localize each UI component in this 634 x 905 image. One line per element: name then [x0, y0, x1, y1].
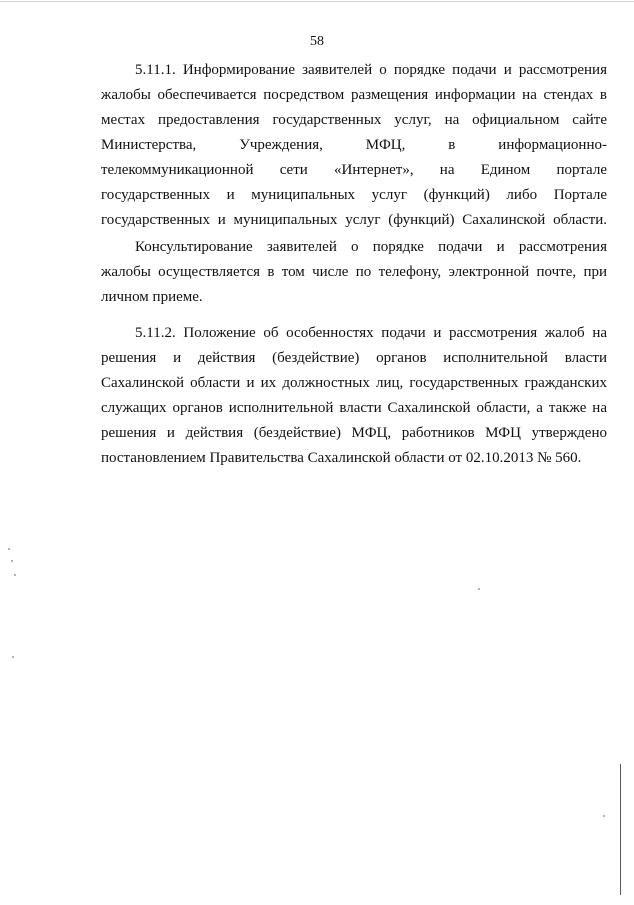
text-line: Сахалинской области и их должностных лиц, государственных гражданских: [101, 375, 607, 391]
paragraph-5-11-1: [101, 58, 607, 233]
text-line: личном приеме.: [101, 289, 203, 305]
text-line: постановлением Правительства Сахалинской области от 02.10.2013 № 560.: [101, 450, 582, 466]
paragraph-consultation: [101, 235, 607, 310]
scan-speck: [11, 560, 13, 562]
text-line: Министерства, Учреждения, МФЦ, в информационно-: [101, 137, 607, 153]
scan-edge-top: [0, 1, 634, 2]
text-line: решения и действия (бездействие) органов исполнительной власти: [101, 350, 607, 366]
text-line: жалобы осуществляется в том числе по телефону, электронной почте, при: [101, 264, 607, 280]
text-line: 5.11.1. Информирование заявителей о порядке подачи и рассмотрения: [135, 62, 607, 78]
text-line: жалобы обеспечивается посредством размещения информации на стендах в: [101, 87, 607, 103]
paragraph-5-11-2: [101, 321, 607, 471]
text-line: государственных и муниципальных услуг (функций) Сахалинской области.: [101, 212, 607, 228]
scan-speck: [603, 815, 605, 817]
text-line: Консультирование заявителей о порядке подачи и рассмотрения: [135, 239, 607, 255]
scan-speck: [12, 656, 14, 658]
scan-speck: [478, 588, 480, 590]
text-line: решения и действия (бездействие) МФЦ, работников МФЦ утверждено: [101, 425, 607, 441]
text-line: государственных и муниципальных услуг (функций) либо Портале: [101, 187, 607, 203]
text-line: служащих органов исполнительной власти Сахалинской области, а также на: [101, 400, 607, 416]
text-line: 5.11.2. Положение об особенностях подачи и рассмотрения жалоб на: [135, 325, 607, 341]
scan-edge-right: [620, 764, 621, 895]
scan-speck: [14, 574, 16, 576]
page-number: 58: [310, 34, 324, 49]
text-line: телекоммуникационной сети «Интернет», на Едином портале: [101, 162, 607, 178]
text-line: местах предоставления государственных услуг, на официальном сайте: [101, 112, 607, 128]
scan-speck: [8, 548, 10, 550]
